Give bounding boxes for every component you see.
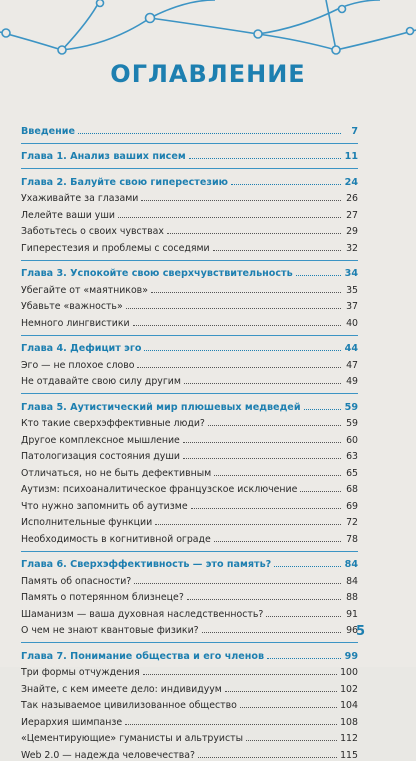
toc-entry-label: Не отдавайте свою силу другим xyxy=(21,376,181,387)
dot-leader xyxy=(133,325,341,326)
toc-subsection-entry xyxy=(21,204,358,221)
dot-leader xyxy=(198,757,337,758)
toc-entry-page: 84 xyxy=(346,575,358,587)
toc-entry-page: 34 xyxy=(344,268,358,279)
toc-subsection-entry xyxy=(21,237,358,254)
dot-leader xyxy=(126,308,341,309)
toc-entry-label: Заботьтесь о своих чувствах xyxy=(21,226,164,237)
toc-entry-label: «Цементирующие» гуманисты и альтруисты xyxy=(21,733,244,744)
dot-leader xyxy=(266,616,341,617)
dot-leader xyxy=(240,707,337,708)
toc-entry-label: Ухаживайте за глазами xyxy=(21,193,139,204)
toc-entry-page: 27 xyxy=(346,209,358,221)
table-of-contents xyxy=(21,120,358,761)
toc-entry-page: 29 xyxy=(346,226,358,237)
toc-subsection-entry xyxy=(21,479,358,496)
dot-leader xyxy=(125,724,337,725)
toc-entry-label: Web 2.0 — надежда человечества? xyxy=(21,749,195,761)
toc-subsection-entry xyxy=(21,429,358,446)
toc-entry-page: 63 xyxy=(346,451,358,462)
section-divider xyxy=(21,545,358,552)
dot-leader xyxy=(274,566,341,567)
dot-leader xyxy=(184,383,341,384)
toc-entry-label: Отличаться, но не быть дефективным xyxy=(21,467,212,479)
toc-entry-page: 108 xyxy=(340,716,358,728)
toc-entry-page: 37 xyxy=(346,301,358,312)
toc-entry-label: Убавьте «важность» xyxy=(21,301,123,312)
toc-entry-label: Аутизм: психоаналитическое французское исключение xyxy=(21,484,298,495)
toc-subsection-entry xyxy=(21,413,358,430)
toc-entry-page: 44 xyxy=(344,343,358,354)
dot-leader xyxy=(225,691,337,692)
toc-entry-page: 100 xyxy=(340,667,358,678)
toc-subsection-entry xyxy=(21,279,358,296)
toc-entry-page: 96 xyxy=(346,625,358,636)
network-decoration xyxy=(0,0,416,60)
toc-entry-label: Что нужно запомнить об аутизме xyxy=(21,500,188,512)
dot-leader xyxy=(304,409,341,410)
toc-subsection-entry xyxy=(21,678,358,695)
toc-entry-page: 69 xyxy=(346,500,358,512)
toc-entry-label: Немного лингвистики xyxy=(21,317,130,329)
dot-leader xyxy=(214,541,341,542)
toc-entry-label: Память о потерянном близнеце? xyxy=(21,592,184,603)
section-divider xyxy=(21,387,358,394)
dot-leader xyxy=(187,599,341,600)
dot-leader xyxy=(189,158,341,159)
toc-subsection-entry xyxy=(21,221,358,238)
toc-subsection-entry xyxy=(21,570,358,587)
toc-entry-page: 59 xyxy=(344,401,358,413)
dot-leader xyxy=(134,583,341,584)
toc-entry-label: Глава 4. Дефицит эго xyxy=(21,343,142,354)
toc-entry-label: Три формы отчуждения xyxy=(21,667,140,678)
toc-entry-label: Необходимость в когнитивной ограде xyxy=(21,533,211,545)
toc-entry-page: 32 xyxy=(346,242,358,254)
toc-entry-label: Введение xyxy=(21,125,76,137)
dot-leader xyxy=(213,250,341,251)
toc-entry-label: Память об опасности? xyxy=(21,575,132,587)
toc-chapter-entry xyxy=(21,120,358,137)
toc-subsection-entry xyxy=(21,662,358,679)
dot-leader xyxy=(183,442,341,443)
toc-entry-page: 26 xyxy=(346,193,358,204)
page-number: 5 xyxy=(356,624,366,639)
toc-chapter-entry xyxy=(21,338,358,355)
dot-leader xyxy=(231,184,341,185)
dot-leader xyxy=(78,133,341,134)
toc-entry-label: Исполнительные функции xyxy=(21,517,153,528)
toc-entry-page: 11 xyxy=(344,151,358,162)
toc-entry-page: 112 xyxy=(340,733,358,744)
toc-entry-label: Шаманизм — ваша духовная наследственность? xyxy=(21,608,264,620)
toc-entry-label: Глава 3. Успокойте свою сверхчувствительность xyxy=(21,268,293,279)
dot-leader xyxy=(246,740,337,741)
toc-subsection-entry xyxy=(21,695,358,712)
dot-leader xyxy=(151,292,341,293)
toc-entry-page: 59 xyxy=(346,418,358,429)
toc-subsection-entry xyxy=(21,728,358,745)
toc-entry-page: 115 xyxy=(340,749,358,761)
toc-subsection-entry xyxy=(21,296,358,313)
section-divider xyxy=(21,636,358,643)
dot-leader xyxy=(141,200,341,201)
toc-entry-label: Глава 5. Аутистический мир плюшевых медведей xyxy=(21,401,301,413)
dot-leader xyxy=(191,508,341,509)
toc-entry-label: Эго — не плохое слово xyxy=(21,359,135,371)
toc-entry-page: 40 xyxy=(346,317,358,329)
toc-entry-page: 88 xyxy=(346,592,358,603)
toc-entry-page: 104 xyxy=(340,700,358,711)
toc-subsection-entry xyxy=(21,711,358,728)
toc-entry-label: Глава 7. Понимание общества и его членов xyxy=(21,650,265,662)
toc-entry-page: 84 xyxy=(344,559,358,570)
toc-entry-page: 102 xyxy=(340,683,358,695)
toc-entry-page: 35 xyxy=(346,284,358,296)
toc-entry-label: Лелейте ваши уши xyxy=(21,209,116,221)
page-title: ОГЛАВЛЕНИЕ xyxy=(110,60,306,88)
toc-chapter-entry xyxy=(21,554,358,571)
toc-subsection-entry xyxy=(21,462,358,479)
toc-entry-page: 7 xyxy=(351,125,358,137)
toc-subsection-entry xyxy=(21,587,358,604)
toc-entry-page: 65 xyxy=(346,467,358,479)
toc-subsection-entry xyxy=(21,603,358,620)
toc-subsection-entry xyxy=(21,312,358,329)
toc-subsection-entry xyxy=(21,188,358,205)
toc-entry-page: 91 xyxy=(346,608,358,620)
dot-leader xyxy=(118,217,341,218)
section-divider xyxy=(21,329,358,336)
section-divider xyxy=(21,162,358,169)
toc-entry-page: 49 xyxy=(346,376,358,387)
toc-entry-label: О чем не знают квантовые физики? xyxy=(21,625,199,636)
toc-entry-label: Глава 2. Балуйте свою гиперестезию xyxy=(21,176,228,188)
dot-leader xyxy=(137,367,341,368)
toc-chapter-entry xyxy=(21,171,358,188)
toc-subsection-entry xyxy=(21,528,358,545)
dot-leader xyxy=(183,458,341,459)
toc-chapter-entry xyxy=(21,645,358,662)
toc-chapter-entry xyxy=(21,146,358,163)
dot-leader xyxy=(143,674,337,675)
toc-entry-label: Иерархия шимпанзе xyxy=(21,716,123,728)
toc-subsection-entry xyxy=(21,620,358,637)
dot-leader xyxy=(167,233,341,234)
section-divider xyxy=(21,137,358,144)
section-divider xyxy=(21,254,358,261)
dot-leader xyxy=(155,524,341,525)
dot-leader xyxy=(300,491,341,492)
toc-entry-page: 47 xyxy=(346,359,358,371)
toc-chapter-entry xyxy=(21,263,358,280)
toc-subsection-entry xyxy=(21,744,358,761)
toc-entry-page: 24 xyxy=(344,176,358,188)
toc-subsection-entry xyxy=(21,512,358,529)
dot-leader xyxy=(267,658,341,659)
toc-entry-page: 78 xyxy=(346,533,358,545)
dot-leader xyxy=(214,475,341,476)
toc-chapter-entry xyxy=(21,396,358,413)
toc-subsection-entry xyxy=(21,446,358,463)
toc-entry-page: 99 xyxy=(344,650,358,662)
toc-entry-page: 60 xyxy=(346,434,358,446)
toc-entry-label: Убегайте от «маятников» xyxy=(21,284,148,296)
dot-leader xyxy=(296,275,341,276)
toc-entry-page: 72 xyxy=(346,517,358,528)
toc-entry-label: Знайте, с кем имеете дело: индивидуум xyxy=(21,683,222,695)
toc-subsection-entry xyxy=(21,354,358,371)
toc-entry-label: Глава 1. Анализ ваших писем xyxy=(21,151,186,162)
toc-subsection-entry xyxy=(21,495,358,512)
toc-entry-label: Глава 6. Сверхэффективность — это память? xyxy=(21,559,272,570)
toc-entry-page: 68 xyxy=(346,484,358,495)
toc-entry-label: Гиперестезия и проблемы с соседями xyxy=(21,242,210,254)
dot-leader xyxy=(208,425,341,426)
dot-leader xyxy=(202,632,341,633)
toc-entry-label: Так называемое цивилизованное общество xyxy=(21,700,237,711)
toc-entry-label: Патологизация состояния души xyxy=(21,451,180,462)
toc-entry-label: Кто такие сверхэффективные люди? xyxy=(21,418,205,429)
toc-subsection-entry xyxy=(21,371,358,388)
toc-entry-label: Другое комплексное мышление xyxy=(21,434,180,446)
dot-leader xyxy=(144,350,341,351)
